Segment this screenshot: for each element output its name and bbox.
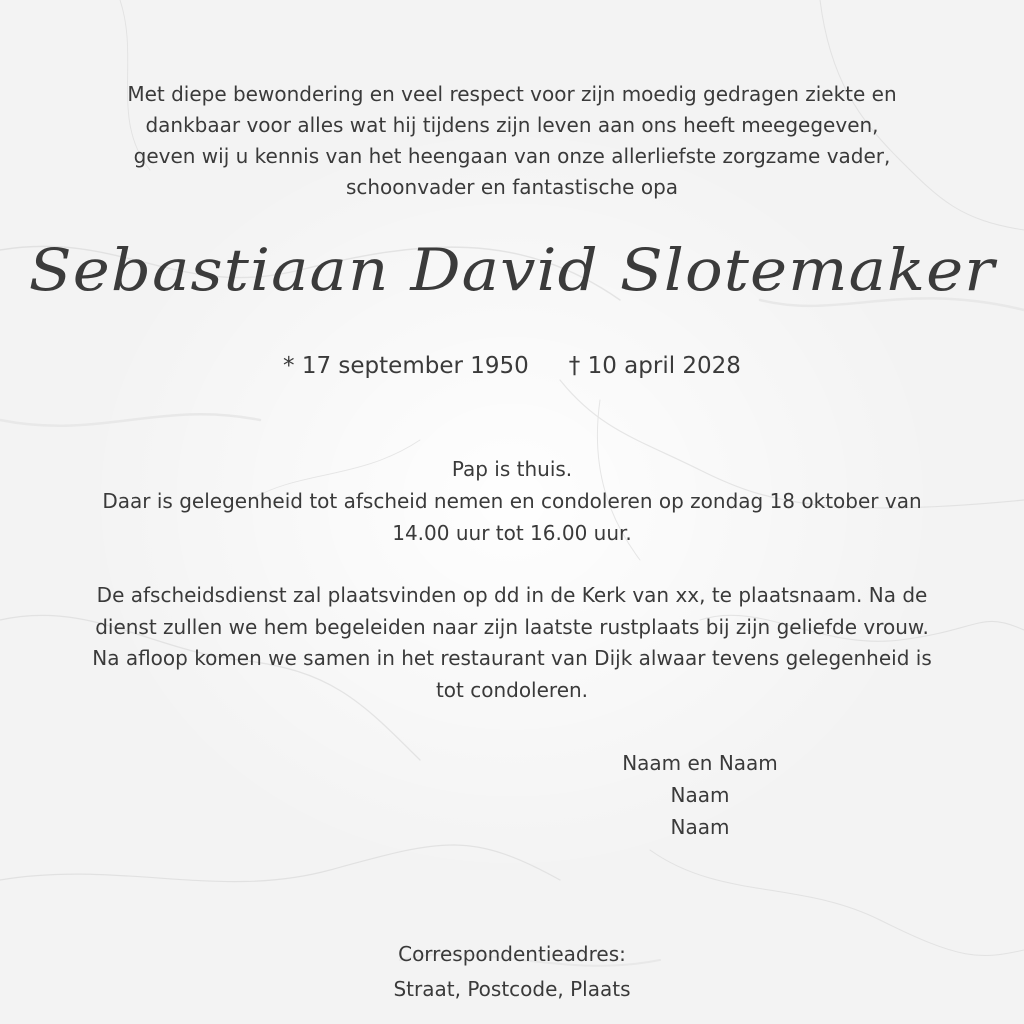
deceased-name: Sebastiaan David Slotemaker bbox=[28, 236, 996, 304]
service-text bbox=[40, 580, 984, 706]
death-date: † 10 april 2028 bbox=[568, 353, 741, 379]
visitation-line: Daar is gelegenheid tot afscheid nemen en condoleren op zondag 18 oktober van bbox=[102, 489, 922, 513]
correspondence-label: Correspondentieadres: bbox=[398, 942, 626, 966]
service-line: tot condoleren. bbox=[435, 677, 589, 702]
life-dates bbox=[0, 353, 1024, 379]
birth-date: * 17 september 1950 bbox=[283, 353, 529, 379]
family-name-line: Naam en Naam bbox=[622, 751, 778, 775]
family-names bbox=[590, 747, 810, 843]
intro-line: dankbaar voor alles wat hij tijdens zijn leven aan ons heeft meegegeven, bbox=[145, 113, 879, 137]
correspondence-address bbox=[312, 937, 712, 1007]
service-line: De afscheidsdienst zal plaatsvinden op dd in de Kerk van xx, te plaatsnaam. Na de bbox=[96, 583, 928, 607]
service-line: dienst zullen we hem begeleiden naar zijn laatste rustplaats bij zijn geliefde vrouw. bbox=[95, 614, 929, 639]
family-name-line: Naam bbox=[670, 815, 730, 839]
visitation-text bbox=[40, 453, 984, 549]
intro-text bbox=[60, 79, 964, 203]
visitation-line: Pap is thuis. bbox=[451, 457, 573, 481]
service-line: Na afloop komen we samen in het restaurant van Dijk alwaar tevens gelegenheid is bbox=[92, 646, 932, 670]
correspondence-address-line: Straat, Postcode, Plaats bbox=[393, 977, 631, 1001]
family-name-line: Naam bbox=[670, 783, 730, 807]
intro-line: schoonvader en fantastische opa bbox=[345, 175, 679, 199]
visitation-line: 14.00 uur tot 16.00 uur. bbox=[392, 521, 632, 545]
intro-line: geven wij u kennis van het heengaan van onze allerliefste zorgzame vader, bbox=[133, 144, 891, 168]
intro-line: Met diepe bewondering en veel respect voor zijn moedig gedragen ziekte en bbox=[127, 82, 897, 106]
